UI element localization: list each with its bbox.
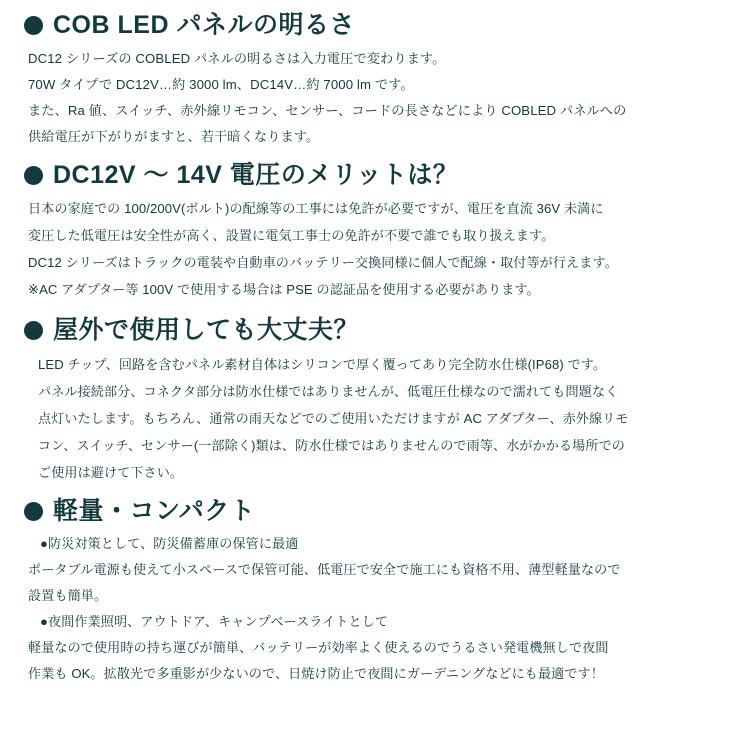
section-heading: [24, 498, 726, 526]
body-line: 軽量なので使用時の持ち運びが簡単、バッテリーが効率よく使えるのでうるさい発電機無しで夜間: [28, 640, 609, 655]
body-line: また、Ra 値、スイッチ、赤外線リモコン、センサー、コードの長さなどにより COBLED パネルへの: [28, 102, 627, 118]
section-heading-text: 屋外で使用しても大丈夫？: [53, 316, 360, 344]
filled-circle-icon: [24, 321, 43, 340]
body-line: ポータブル電源も使えて小スペースで保管可能、低電圧で安全で施工にも資格不用、薄型軽量なので: [28, 562, 621, 577]
body-line: LED チップ、回路を含むパネル素材自体はシリコンで厚く覆ってあり完全防水仕様(IP68) です。: [38, 356, 607, 372]
section-body: [28, 195, 720, 303]
section-body: [28, 531, 720, 687]
body-line: DC12 シリーズの COBLED パネルの明るさは入力電圧で変わります。: [28, 50, 446, 66]
body-line: パネル接続部分、コネクタ部分は防水仕様ではありませんが、低電圧仕様なので濡れても問題なく: [38, 383, 619, 399]
body-line: 作業も OK。拡散光で多重影が少ないので、日焼け防止で夜間にガーデニングなどにも最適です！: [28, 666, 604, 681]
filled-circle-icon: [24, 16, 43, 35]
section-heading: [24, 162, 726, 190]
filled-circle-icon: [24, 502, 43, 521]
section-outdoor-use: [14, 317, 726, 486]
body-line: ●防災対策として、防災備蓄庫の保管に最適: [40, 536, 299, 551]
body-line: ご使用は避けて下さい。: [38, 464, 184, 480]
body-line: 日本の家庭での 100/200V(ボルト)の配線等の工事には免許が必要ですが、電圧を直流 36V 未満に: [28, 201, 604, 216]
body-line: 点灯いたします。もちろん、通常の雨天などでのご使用いただけますが AC アダプター、赤外線リモ: [38, 410, 629, 426]
section-heading-text: COB LED パネルの明るさ: [53, 11, 355, 39]
body-line: 設置も簡単。: [28, 588, 108, 603]
section-body: [28, 351, 720, 486]
body-line: 変圧した低電圧は安全性が高く、設置に電気工事士の免許が不要で誰でも取り扱えます。: [28, 228, 555, 243]
section-heading-text: 軽量・コンパクト: [53, 496, 256, 525]
body-line: ※AC アダプター等 100V で使用する場合は PSE の認証品を使用する必要があります。: [28, 282, 540, 297]
section-heading: [24, 12, 726, 40]
section-heading: [24, 317, 726, 345]
section-heading-text: DC12V 〜 14V 電圧のメリットは？: [53, 160, 459, 189]
section-voltage-merit: [14, 162, 726, 304]
body-line: 供給電圧が下がりがますと、若干暗くなります。: [28, 128, 320, 144]
section-body: [28, 46, 720, 150]
body-line: 70W タイプで DC12V…約 3000 lm、DC14V…約 7000 lm です。: [28, 76, 414, 92]
section-brightness: [14, 12, 726, 150]
body-line: ●夜間作業照明、アウトドア、キャンプベースライトとして: [40, 614, 389, 629]
filled-circle-icon: [24, 166, 43, 185]
body-line: コン、スイッチ、センサー(一部除く)類は、防水仕様ではありませんので雨等、水がかかる場所での: [38, 437, 625, 453]
body-line: DC12 シリーズはトラックの電装や自動車のバッテリー交換同様に個人で配線・取付等が行えます。: [28, 255, 618, 270]
section-lightweight-compact: [14, 498, 726, 688]
